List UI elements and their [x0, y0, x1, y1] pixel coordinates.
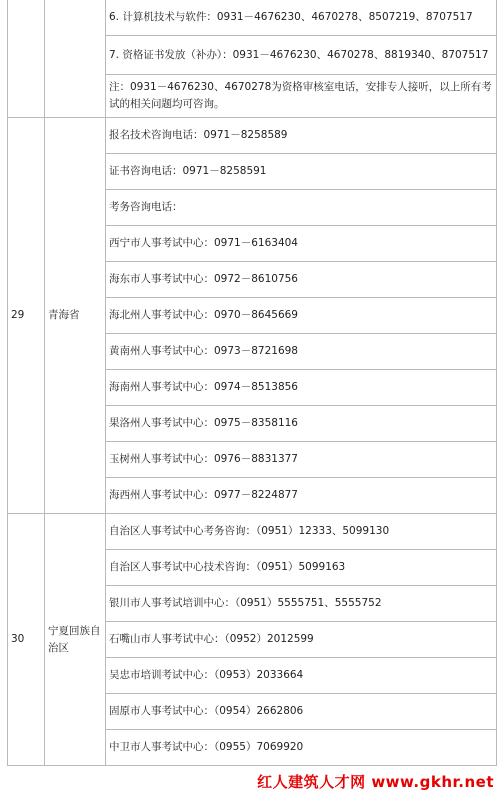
contact-row: 7. 资格证书发放（补办）：0931－4676230、4670278、8819340、8707517: [106, 36, 497, 75]
province-name: 青海省: [45, 118, 106, 514]
contact-row: 中卫市人事考试中心：（0955）7069920: [106, 730, 497, 766]
contact-row: 玉树州人事考试中心：0976－8831377: [106, 442, 497, 478]
contact-row: 海南州人事考试中心：0974－8513856: [106, 370, 497, 406]
contact-row: 西宁市人事考试中心：0971－6163404: [106, 226, 497, 262]
contact-row: 海北州人事考试中心：0970－8645669: [106, 298, 497, 334]
exam-contact-table: [7, 0, 497, 766]
province-name: 宁夏回族自治区: [45, 514, 106, 766]
contact-row: 果洛州人事考试中心：0975－8358116: [106, 406, 497, 442]
province-cell: [45, 0, 106, 118]
row-number: 29: [8, 118, 45, 514]
contact-row: 注：0931－4676230、4670278为资格审核室电话，安排专人接听，以上所有考试的相关问题均可咨询。: [106, 75, 497, 118]
contact-row: 考务咨询电话：: [106, 190, 497, 226]
contact-row: 自治区人事考试中心考务咨询：（0951）12333、5099130: [106, 514, 497, 550]
contact-row: 黄南州人事考试中心：0973－8721698: [106, 334, 497, 370]
contact-row: 报名技术咨询电话：0971－8258589: [106, 118, 497, 154]
contact-row: 石嘴山市人事考试中心：（0952）2012599: [106, 622, 497, 658]
row-number: 30: [8, 514, 45, 766]
contact-row: 海东市人事考试中心：0972－8610756: [106, 262, 497, 298]
contact-row: 自治区人事考试中心技术咨询：（0951）5099163: [106, 550, 497, 586]
contact-row: 海西州人事考试中心：0977－8224877: [106, 478, 497, 514]
contact-row: 6. 计算机技术与软件：0931－4676230、4670278、8507219、8707517: [106, 0, 497, 36]
row-number-cell: [8, 0, 45, 118]
contact-row: 银川市人事考试培训中心：（0951）5555751、5555752: [106, 586, 497, 622]
contact-row: 吴忠市培训考试中心：（0953）2033664: [106, 658, 497, 694]
contact-row: 固原市人事考试中心：（0954）2662806: [106, 694, 497, 730]
contact-row: 证书咨询电话：0971－8258591: [106, 154, 497, 190]
site-watermark: 红人建筑人才网 www.gkhr.net: [257, 773, 494, 791]
